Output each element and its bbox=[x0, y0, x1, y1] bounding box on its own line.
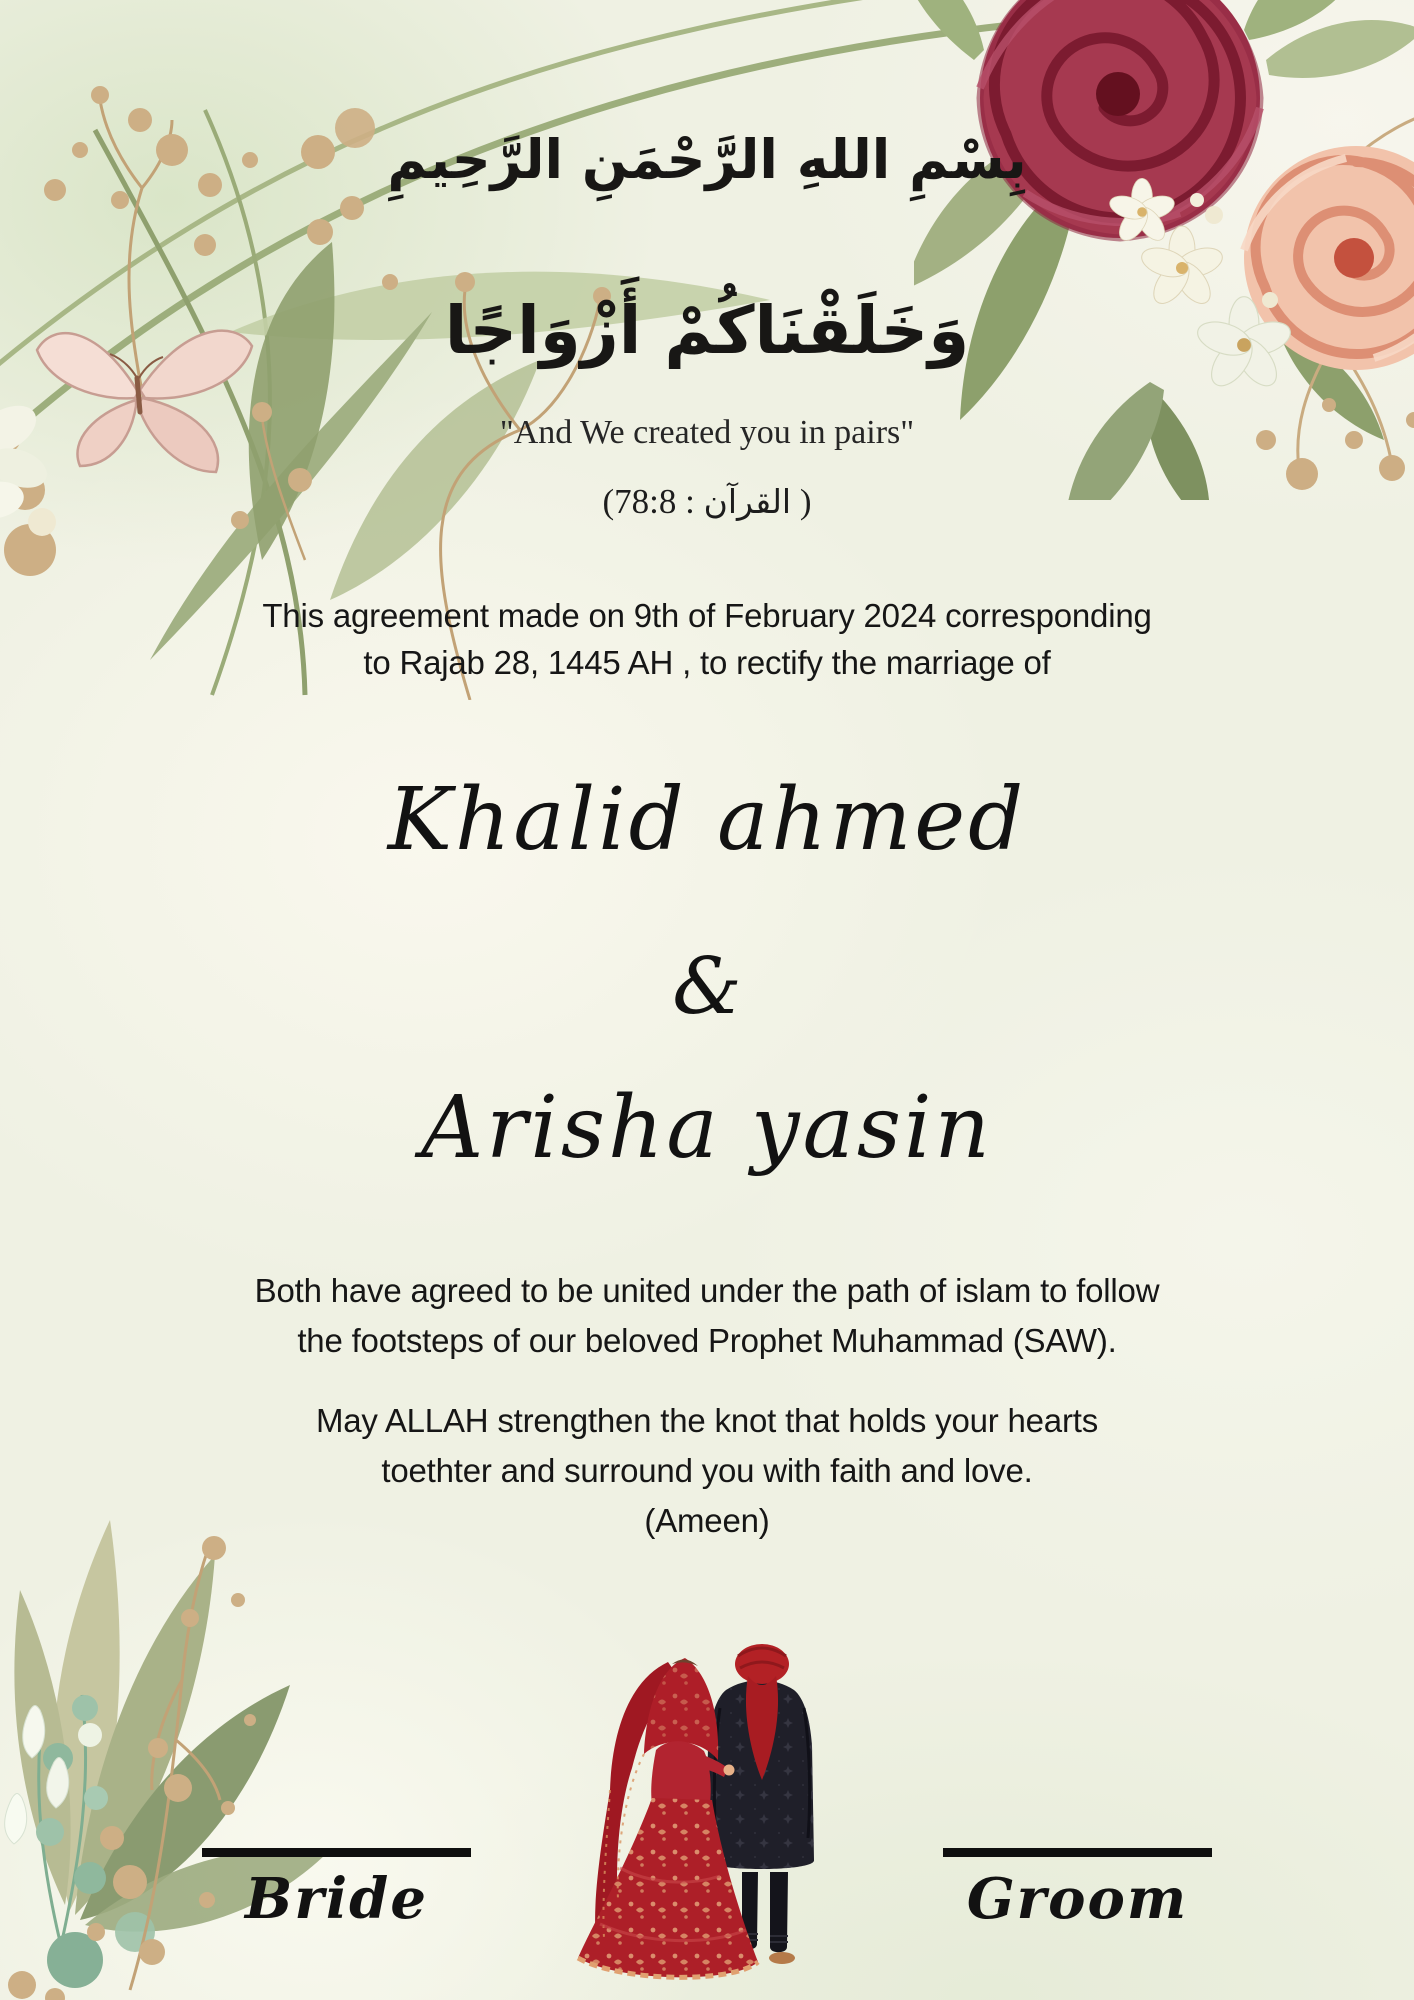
groom-label: Groom bbox=[966, 1866, 1189, 1932]
verse-reference bbox=[0, 482, 1414, 522]
bride-signature-line bbox=[202, 1848, 471, 1857]
groom-signature-line bbox=[943, 1848, 1212, 1857]
blessing-statement bbox=[0, 1396, 1414, 1546]
verse-translation: "And We created you in pairs" bbox=[499, 414, 915, 451]
agreement-statement bbox=[0, 592, 1414, 686]
blessing-line-3: (Ameen) bbox=[644, 1502, 770, 1539]
vow-line-2: the footsteps of our beloved Prophet Muhammad (SAW). bbox=[297, 1322, 1117, 1359]
verse-calligraphy: وَخَلَقْنَاكُمْ أَزْوَاجًا bbox=[444, 292, 970, 369]
blessing-line-2: toethter and surround you with faith and love. bbox=[381, 1452, 1033, 1489]
vow-line-1: Both have agreed to be united under the path of islam to follow bbox=[254, 1272, 1160, 1309]
agreement-line-1: This agreement made on 9th of February 2024 corresponding bbox=[262, 597, 1152, 634]
bride-name: Arisha yasin bbox=[421, 1078, 993, 1178]
bismillah-calligraphy: بِسْمِ اللهِ الرَّحْمَنِ الرَّحِيمِ bbox=[387, 128, 1027, 191]
verse-reference-prefix: (78:8 : bbox=[602, 482, 704, 521]
bride-label: Bride bbox=[245, 1866, 428, 1932]
agreement-line-2: to Rajab 28, 1445 AH , to rectify the marriage of bbox=[363, 644, 1051, 681]
ampersand: & bbox=[672, 942, 742, 1032]
verse-reference-arabic: القرآن bbox=[703, 482, 792, 521]
vow-statement bbox=[0, 1266, 1414, 1366]
bride-groom-illustration bbox=[560, 1638, 820, 1998]
groom-name: Khalid ahmed bbox=[387, 770, 1027, 870]
blessing-line-1: May ALLAH strengthen the knot that holds your hearts bbox=[315, 1402, 1099, 1439]
verse-reference-suffix: ) bbox=[791, 482, 812, 521]
